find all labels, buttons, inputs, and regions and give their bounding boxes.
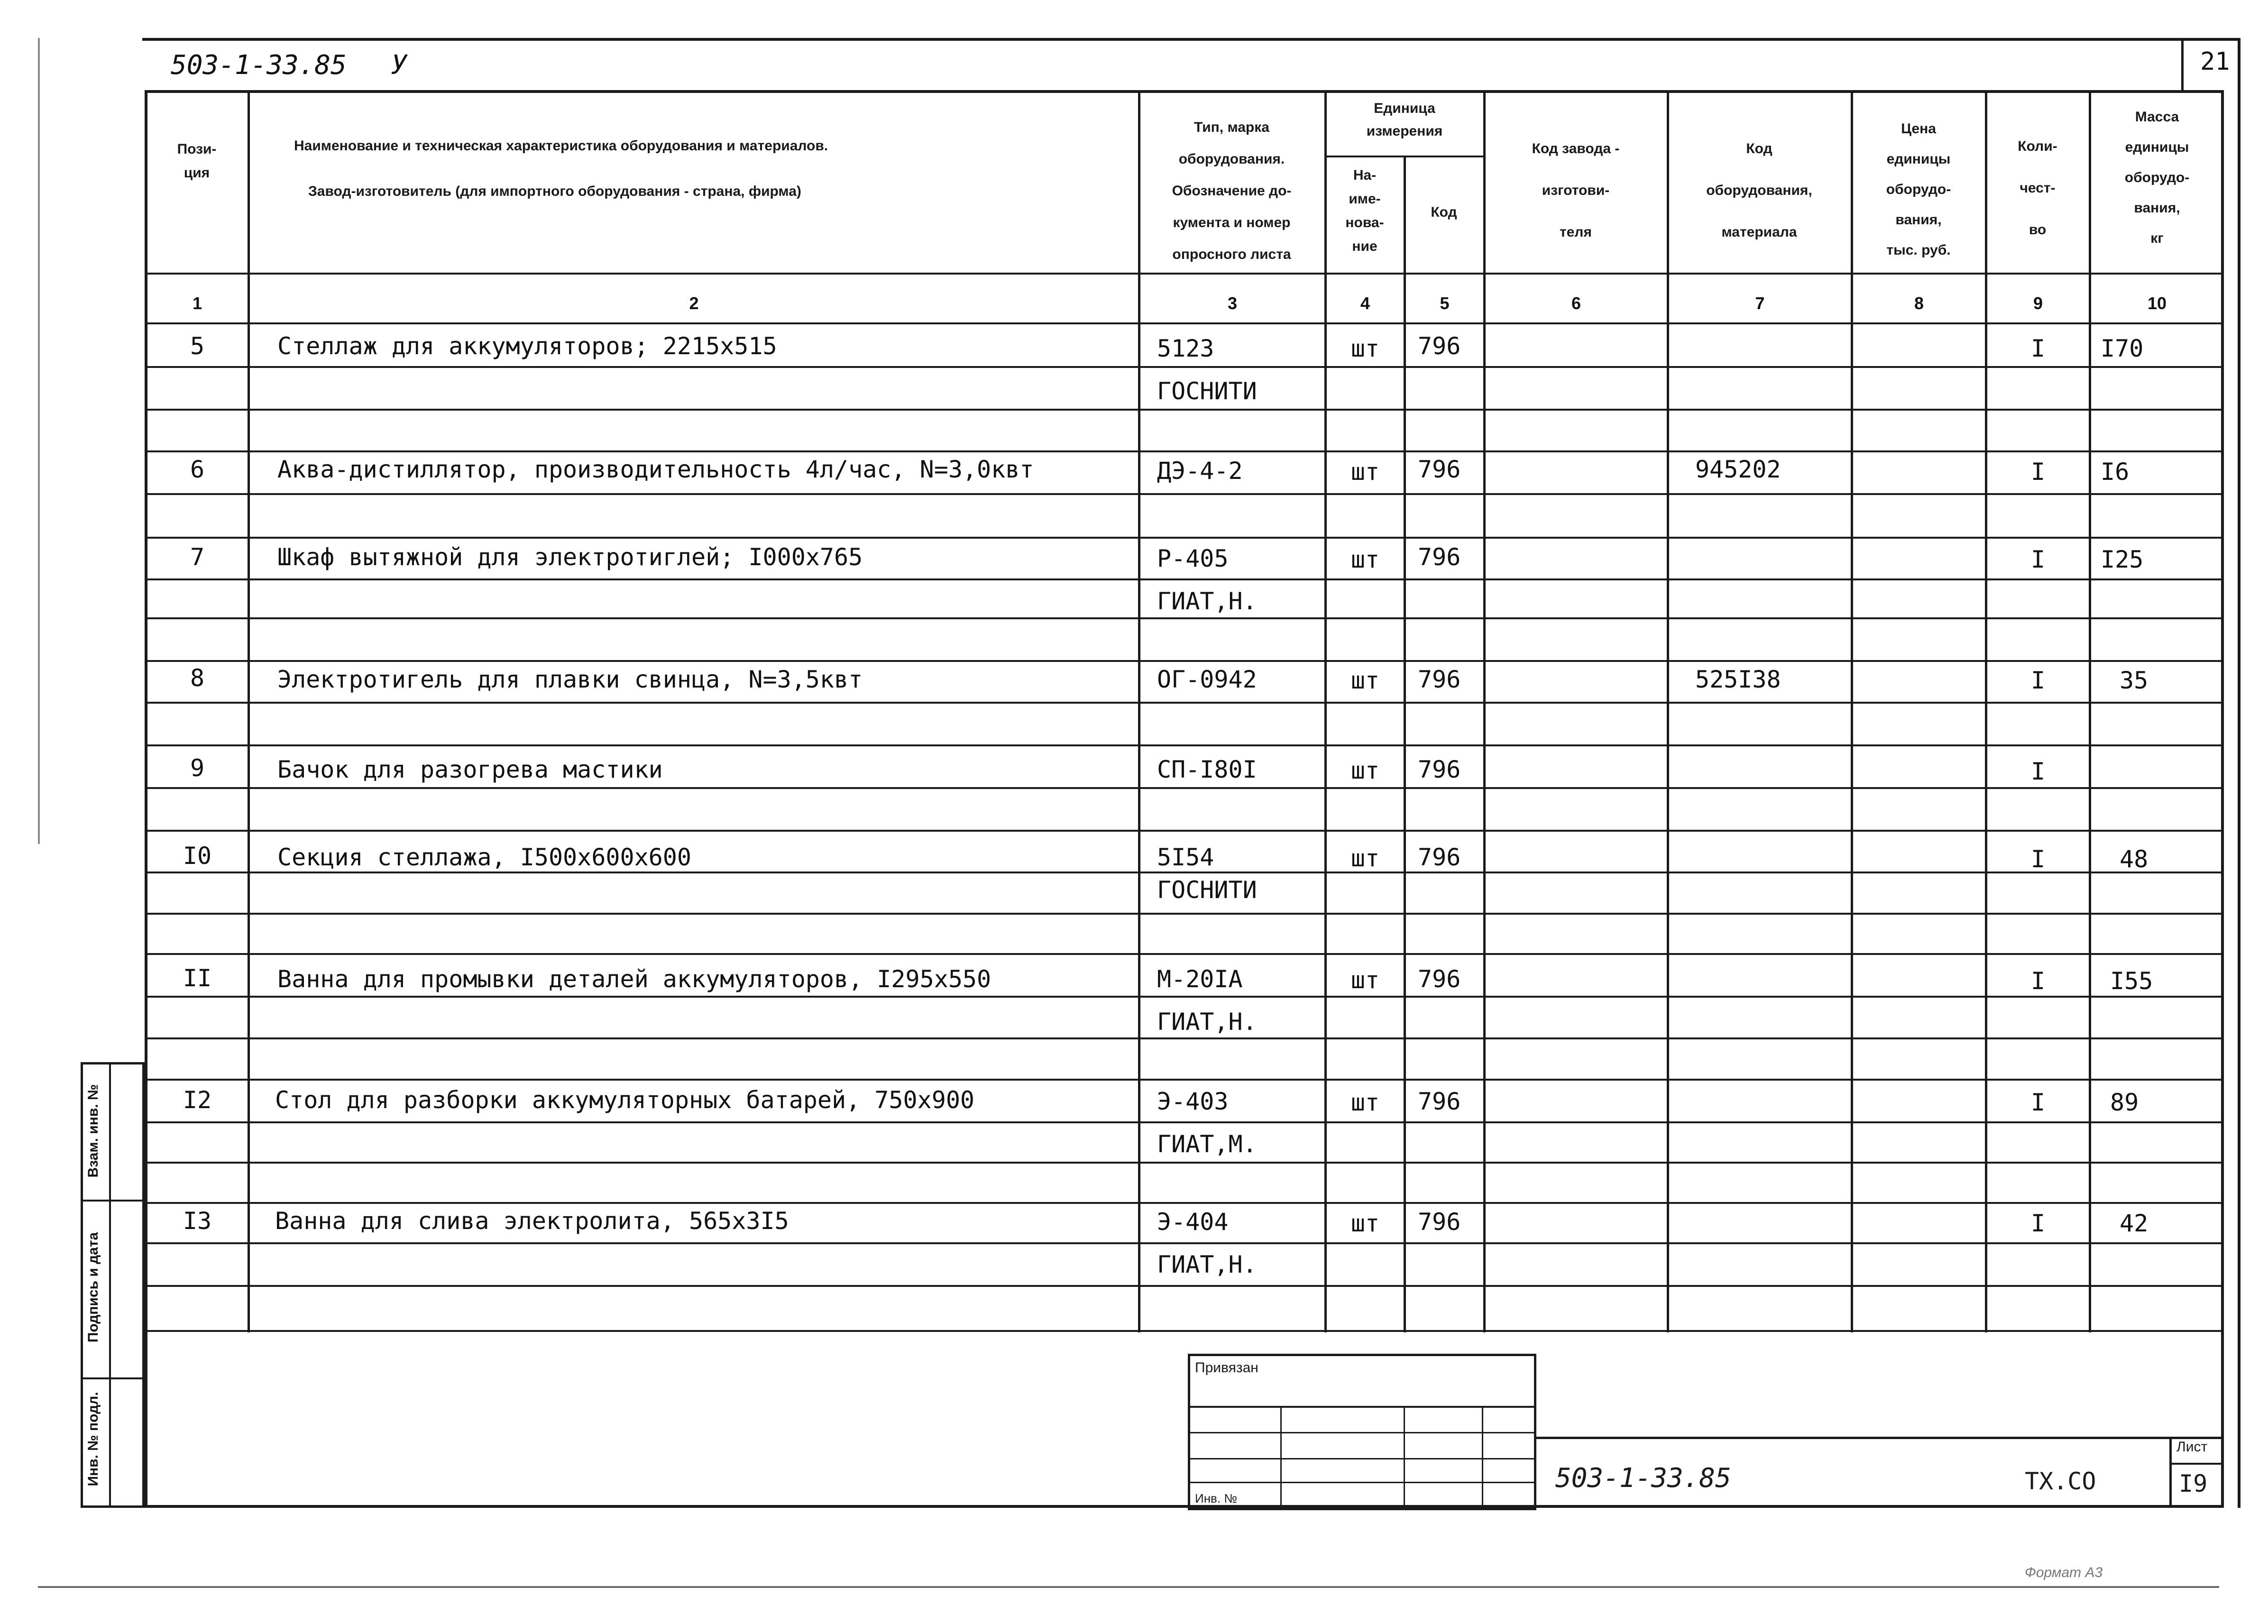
row-5-type: 5123 xyxy=(1157,335,1214,362)
row-line xyxy=(145,913,2224,915)
header-name-l1: Наименование и техническая характеристика оборудования и материалов. xyxy=(294,138,828,154)
table-bottom-line xyxy=(145,1330,2224,1332)
row-line xyxy=(145,996,2224,998)
row-6-type: ДЭ-4-2 xyxy=(1157,457,1243,485)
header-unit-code: Код xyxy=(1431,204,1457,220)
top-doc-letter: У xyxy=(391,50,407,81)
row-10-qty: I xyxy=(2030,845,2046,873)
row-5-mass: I70 xyxy=(2101,335,2144,362)
header-qty-l2: чест- xyxy=(2020,180,2056,196)
header-name xyxy=(266,133,1133,205)
linked-stamp xyxy=(1188,1354,1536,1510)
row-5-maker: ГОСНИТИ xyxy=(1157,377,1257,405)
row-13-type: Э-404 xyxy=(1157,1208,1229,1236)
row-7-unit: шт xyxy=(1350,546,1380,573)
sheet-box-divider xyxy=(2172,1463,2224,1465)
row-7-maker: ГИАТ,Н. xyxy=(1157,587,1257,615)
top-doc-code-text: 503-1-33.85 xyxy=(171,50,347,81)
col-divider-5 xyxy=(1483,90,1486,1332)
col-divider-8 xyxy=(1985,90,1987,1332)
header-position-l2: ция xyxy=(184,165,210,181)
row-5-qty: I xyxy=(2030,335,2046,362)
row-9-position: 9 xyxy=(190,754,205,782)
row-7-qty: I xyxy=(2030,546,2046,573)
col-divider-7 xyxy=(1851,90,1853,1332)
linked-stamp-col xyxy=(1482,1406,1483,1508)
row-6-unit: шт xyxy=(1350,458,1380,486)
colnum-2: 2 xyxy=(689,294,699,313)
row-6-name: Аква-дистиллятор, производительность 4л/час, N=3,0квт xyxy=(277,456,1034,483)
header-price-l5: тыс. руб. xyxy=(1886,242,1951,258)
header-type xyxy=(1140,111,1323,270)
header-price-l1: Цена xyxy=(1901,121,1936,137)
side-stamp-col xyxy=(109,1064,111,1505)
original-inv-label: Инв. № подл. xyxy=(85,1392,101,1486)
row-8-equip-code: 525I38 xyxy=(1695,666,1781,693)
header-qty-l1: Коли- xyxy=(2018,138,2057,154)
row-line xyxy=(145,787,2224,789)
sheet-box xyxy=(2169,1437,2224,1508)
row-line xyxy=(145,366,2224,368)
top-page-number: 21 xyxy=(2200,47,2230,76)
header-unit-name-l1: На- xyxy=(1353,167,1377,183)
linked-stamp-col xyxy=(1280,1406,1282,1508)
row-line xyxy=(145,1285,2224,1287)
row-8-unit-code: 796 xyxy=(1418,666,1461,693)
header-position xyxy=(147,138,247,185)
row-11-unit: шт xyxy=(1350,966,1380,994)
row-line xyxy=(145,1121,2224,1123)
row-6-mass: I6 xyxy=(2101,458,2130,486)
row-13-maker: ГИАТ,Н. xyxy=(1157,1251,1257,1278)
header-type-l1: Тип, марка xyxy=(1194,119,1269,135)
header-plant-code-l1: Код завода - xyxy=(1532,141,1620,156)
exchange-inv-label: Взам. инв. № xyxy=(85,1084,101,1178)
row-11-position: II xyxy=(183,964,212,992)
row-6-position: 6 xyxy=(190,456,205,483)
col-divider-9 xyxy=(2089,90,2091,1332)
row-11-name: Ванна для промывки деталей аккумуляторов, I295x550 xyxy=(277,965,992,993)
top-page-number-divider xyxy=(2181,38,2184,90)
row-line xyxy=(145,953,2224,955)
row-7-unit-code: 796 xyxy=(1418,543,1461,571)
header-mass-l1: Масса xyxy=(2135,109,2179,125)
header-qty-l3: во xyxy=(2029,222,2047,238)
header-type-l2: оборудования. xyxy=(1178,151,1285,167)
row-10-unit-code: 796 xyxy=(1418,844,1461,871)
colnum-1: 1 xyxy=(192,294,202,313)
inv-label: Инв. № xyxy=(1195,1491,1238,1505)
header-type-l4: кумента и номер xyxy=(1173,215,1291,230)
header-price xyxy=(1853,114,1984,266)
row-10-name: Секция стеллажа, I500x600x600 xyxy=(277,844,691,871)
doc-title-block xyxy=(1536,1437,2224,1508)
colnum-8: 8 xyxy=(1914,294,1924,313)
row-11-qty: I xyxy=(2030,967,2046,995)
header-unit-name-l3: нова- xyxy=(1345,215,1384,230)
row-11-type: М-20IA xyxy=(1157,965,1243,993)
colnum-10: 10 xyxy=(2147,294,2167,313)
header-unit-group xyxy=(1327,97,1482,143)
row-5-position: 5 xyxy=(190,332,205,360)
col-divider-6 xyxy=(1667,90,1669,1332)
row-10-type: 5I54 xyxy=(1157,844,1214,871)
top-doc-code xyxy=(171,50,407,81)
row-12-mass: 89 xyxy=(2110,1089,2139,1116)
header-unit-name-l4: ние xyxy=(1352,239,1377,254)
linked-stamp-col xyxy=(1404,1406,1405,1508)
side-stamp-row xyxy=(83,1200,142,1202)
row-7-position: 7 xyxy=(190,543,205,571)
colnum-bottom-line xyxy=(145,322,2224,324)
row-5-name: Стеллаж для аккумуляторов; 2215x515 xyxy=(277,332,777,360)
row-line xyxy=(145,830,2224,832)
row-7-mass: I25 xyxy=(2101,546,2144,573)
row-12-unit-code: 796 xyxy=(1418,1088,1461,1115)
header-price-l3: оборудо- xyxy=(1886,182,1951,197)
row-13-name: Ванна для слива электролита, 565x3I5 xyxy=(275,1207,789,1235)
header-plant-code-l3: теля xyxy=(1560,224,1592,240)
row-12-maker: ГИАТ,М. xyxy=(1157,1130,1257,1158)
row-6-equip-code: 945202 xyxy=(1695,456,1781,483)
doc-section: ТХ.СО xyxy=(2025,1468,2096,1495)
colnum-3: 3 xyxy=(1227,294,1238,313)
row-line xyxy=(145,450,2224,452)
header-mass xyxy=(2091,102,2223,254)
header-equip-code-l2: оборудования, xyxy=(1706,183,1812,198)
row-line xyxy=(145,1202,2224,1204)
header-plant-code xyxy=(1486,128,1666,253)
colnum-6: 6 xyxy=(1571,294,1581,313)
left-border xyxy=(38,38,40,844)
row-9-unit-code: 796 xyxy=(1418,756,1461,783)
row-12-qty: I xyxy=(2030,1089,2046,1116)
col-divider-3 xyxy=(1324,90,1327,1332)
row-line xyxy=(145,702,2224,704)
colnum-9: 9 xyxy=(2033,294,2043,313)
row-line xyxy=(145,409,2224,411)
row-11-unit-code: 796 xyxy=(1418,965,1461,993)
colnum-5: 5 xyxy=(1440,294,1450,313)
header-position-l1: Пози- xyxy=(177,141,217,157)
row-13-unit: шт xyxy=(1350,1210,1380,1237)
header-unit-group-l2: измерения xyxy=(1366,123,1443,139)
row-10-mass: 48 xyxy=(2120,845,2149,873)
header-equip-code-l1: Код xyxy=(1746,141,1772,156)
row-10-position: I0 xyxy=(183,842,212,870)
header-mass-l4: вания, xyxy=(2134,200,2180,216)
row-line xyxy=(145,744,2224,746)
row-7-name: Шкаф вытяжной для электротиглей; I000x765 xyxy=(277,543,863,571)
signature-date-label: Подпись и дата xyxy=(85,1232,101,1343)
unit-group-divider xyxy=(1324,156,1483,157)
row-8-qty: I xyxy=(2030,667,2046,694)
row-8-type: ОГ-0942 xyxy=(1157,666,1257,693)
row-7-type: P-405 xyxy=(1157,545,1229,572)
header-plant-code-l2: изготови- xyxy=(1542,183,1610,198)
row-12-unit: шт xyxy=(1350,1089,1380,1116)
header-mass-l2: единицы xyxy=(2125,139,2189,155)
row-13-qty: I xyxy=(2030,1210,2046,1237)
header-mass-l3: оборудо- xyxy=(2124,170,2190,185)
row-line xyxy=(145,1079,2224,1081)
header-bottom-line xyxy=(145,273,2224,275)
row-11-mass: I55 xyxy=(2110,967,2153,995)
header-qty xyxy=(1987,126,2088,251)
row-5-unit: шт xyxy=(1350,335,1380,362)
header-unit-name xyxy=(1327,164,1403,258)
header-price-l2: единицы xyxy=(1886,151,1951,167)
row-8-position: 8 xyxy=(190,664,205,692)
colnum-4: 4 xyxy=(1360,294,1370,313)
format-label: Формат А3 xyxy=(2025,1565,2103,1580)
header-type-l5: опросного листа xyxy=(1172,247,1291,262)
row-9-qty: I xyxy=(2030,758,2046,785)
row-9-name: Бачок для разогрева мастики xyxy=(277,756,663,783)
header-type-l3: Обозначение до- xyxy=(1172,183,1292,199)
row-9-unit: шт xyxy=(1350,757,1380,784)
row-line xyxy=(145,537,2224,539)
row-12-type: Э-403 xyxy=(1157,1088,1229,1115)
row-6-qty: I xyxy=(2030,458,2046,486)
bottom-border xyxy=(38,1586,2219,1588)
row-line xyxy=(145,578,2224,580)
header-mass-l5: кг xyxy=(2150,230,2164,246)
row-line xyxy=(145,493,2224,495)
header-price-l4: вания, xyxy=(1895,212,1942,228)
col-divider-1 xyxy=(248,90,250,1332)
header-unit-name-l2: име- xyxy=(1349,191,1381,207)
row-10-maker: ГОСНИТИ xyxy=(1157,876,1257,904)
col-divider-2 xyxy=(1138,90,1140,1332)
header-equip-code-l3: материала xyxy=(1721,224,1797,240)
header-unit-group-l1: Единица xyxy=(1374,101,1435,116)
row-12-position: I2 xyxy=(183,1086,212,1114)
sheet-number: I9 xyxy=(2179,1470,2208,1497)
row-8-mass: 35 xyxy=(2120,667,2149,694)
colnum-7: 7 xyxy=(1755,294,1765,313)
row-line xyxy=(145,1242,2224,1244)
sheet-label: Лист xyxy=(2176,1439,2208,1455)
row-10-unit: шт xyxy=(1350,844,1380,872)
row-5-unit-code: 796 xyxy=(1418,332,1461,360)
row-11-maker: ГИАТ,Н. xyxy=(1157,1008,1257,1036)
row-line xyxy=(145,660,2224,662)
doc-code: 503-1-33.85 xyxy=(1555,1463,1731,1494)
row-line xyxy=(145,1162,2224,1164)
linked-label: Привязан xyxy=(1195,1360,1258,1376)
header-name-l2: Завод-изготовитель (для импортного оборудования - страна, фирма) xyxy=(308,184,801,199)
row-12-name: Стол для разборки аккумуляторных батарей, 750x900 xyxy=(275,1086,975,1114)
header-equip-code xyxy=(1669,128,1849,253)
side-stamp xyxy=(81,1062,145,1508)
row-13-unit-code: 796 xyxy=(1418,1208,1461,1236)
row-6-unit-code: 796 xyxy=(1418,456,1461,483)
row-8-name: Электротигель для плавки свинца, N=3,5квт xyxy=(277,666,863,693)
row-8-unit: шт xyxy=(1350,667,1380,694)
row-13-position: I3 xyxy=(183,1207,212,1235)
row-13-mass: 42 xyxy=(2120,1210,2149,1237)
row-9-type: СП-I80I xyxy=(1157,756,1257,783)
